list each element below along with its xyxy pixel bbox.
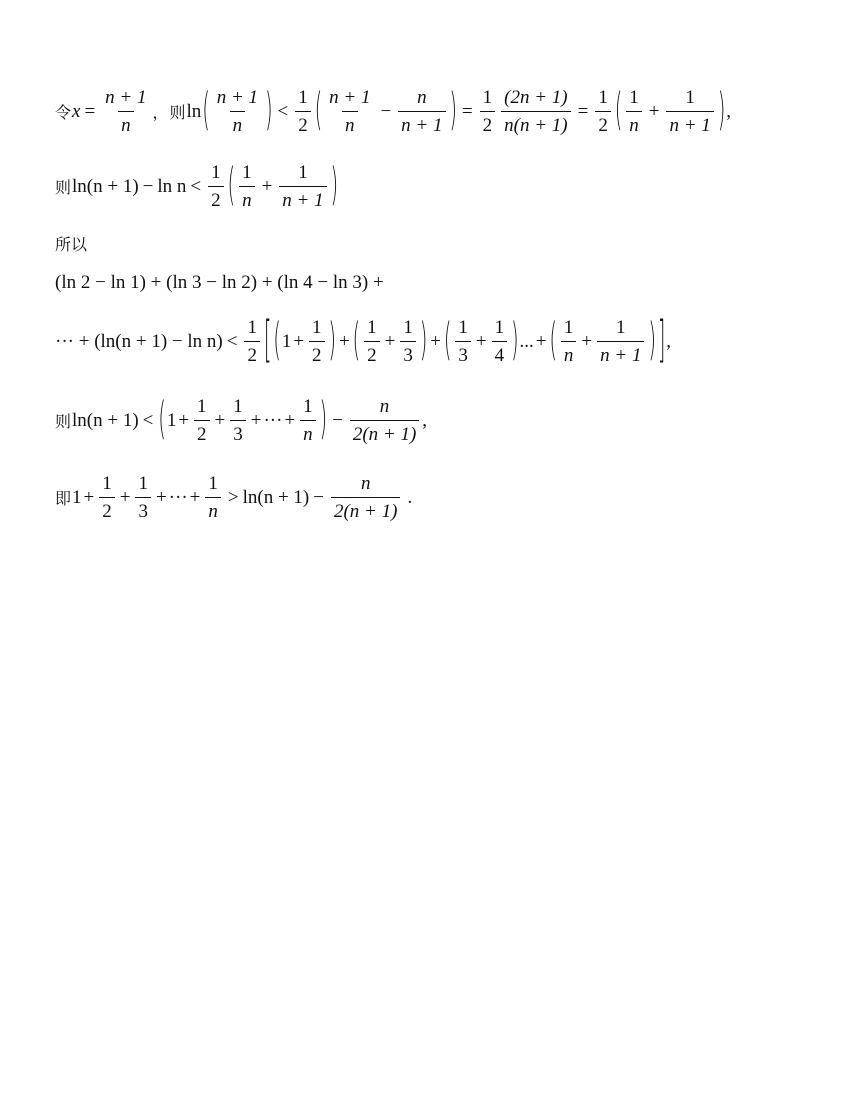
op-lt: < [190, 175, 202, 197]
op-plus: + [83, 486, 95, 508]
paren-right: ) [319, 393, 328, 446]
cdots: ··· [263, 409, 283, 431]
op-plus: + [155, 486, 167, 508]
fraction: $\frac{n + 1}{n}$ [105, 87, 147, 136]
paren-left: ( [273, 314, 281, 367]
fraction: $\frac{1}{n}$ [626, 88, 642, 135]
op-minus: − [313, 486, 324, 508]
equation-line-2 [55, 159, 339, 212]
op-minus: − [380, 100, 392, 122]
fraction: $\frac{1}{n}$ [205, 474, 221, 521]
paren-left: ( [227, 159, 236, 212]
paren-right: ) [265, 84, 273, 137]
fraction: $\frac{1}{3}$ [135, 474, 151, 521]
term-one: 1 [166, 409, 177, 431]
fraction: $\frac{1}{n + 1}$ [279, 163, 326, 210]
equation-line-4 [55, 272, 384, 294]
term-one: 1 [281, 330, 292, 352]
op-eq: = [84, 100, 96, 122]
text-ji: 即 [55, 489, 72, 508]
fraction: $\frac{1}{n}$ [239, 163, 255, 210]
fraction: $\frac{1}{3}$ [230, 397, 246, 444]
op-minus: − [142, 175, 154, 197]
op-plus: + [581, 330, 593, 352]
expr-lead: ··· + (ln(n + 1) − ln n) [55, 330, 223, 352]
op-gt: > [227, 486, 239, 508]
fraction-half: $\frac{1}{2}$ [295, 88, 311, 135]
cdots: ··· [168, 486, 188, 508]
op-plus: + [535, 330, 547, 352]
bracket-left: [ [263, 311, 272, 369]
fraction: $\frac{n}{2(n + 1)}$ [331, 474, 400, 521]
fraction: $\frac{n + 1}{n}$ [329, 87, 371, 136]
fraction: $\frac{n}{2(n + 1)}$ [350, 397, 419, 444]
op-plus: + [284, 409, 296, 431]
fraction: $\frac{1}{2}$ [99, 474, 115, 521]
op-plus: + [430, 330, 441, 352]
ellipsis: ... [519, 330, 534, 352]
op-plus: + [384, 330, 396, 352]
op-plus: + [475, 330, 487, 352]
fn-ln: ln [186, 100, 202, 122]
op-plus: + [189, 486, 201, 508]
expr-ln-n-plus-1: ln(n + 1) [72, 175, 139, 197]
op-lt: < [277, 100, 289, 122]
op-plus: + [293, 330, 305, 352]
equation-line-5 [55, 311, 672, 369]
op-plus: + [338, 330, 350, 352]
expr-ln-n-plus-1: ln(n + 1) [242, 486, 310, 508]
expr-telescoping-sum: (ln 2 − ln 1) + (ln 3 − ln 2) + (ln 4 − ln 3) + [55, 272, 384, 293]
text-ling: 令 [55, 103, 72, 122]
paren-right: ) [330, 159, 339, 212]
op-plus: + [648, 100, 660, 122]
text-ze: 则 [55, 178, 72, 197]
fraction: $\frac{1}{2}$ [309, 318, 325, 365]
paren-right: ) [511, 314, 519, 367]
paren-right: ) [449, 84, 457, 137]
op-lt: < [142, 409, 154, 431]
fraction: $\frac{(2n + 1)}{n(n + 1)}$ [501, 88, 570, 135]
fraction-half: $\frac{1}{2}$ [208, 163, 224, 210]
term-one: 1 [72, 486, 82, 508]
paren-right: ) [648, 314, 656, 367]
paren-left: ( [158, 393, 166, 446]
op-eq: = [461, 100, 473, 122]
text-ze: 则 [55, 412, 72, 431]
paren-left: ( [202, 84, 210, 137]
fraction-half: $\frac{1}{2}$ [595, 88, 611, 135]
expr-ln-n: ln n [157, 175, 187, 197]
punct-period: . [407, 486, 413, 508]
op-plus: + [261, 175, 273, 197]
fraction: $\frac{1}{n + 1}$ [597, 318, 644, 365]
paren-right: ) [419, 314, 428, 367]
fraction: $\frac{1}{n}$ [561, 318, 577, 365]
punct-comma: , [666, 330, 672, 352]
fraction: $\frac{1}{3}$ [400, 318, 416, 365]
text-suoyi: 所以 [55, 235, 88, 254]
paren-left: ( [549, 314, 557, 367]
punct-comma: , [422, 409, 428, 431]
bracket-right: ] [657, 311, 666, 369]
op-plus: + [178, 409, 190, 431]
fraction: $\frac{n + 1}{n}$ [216, 87, 259, 136]
op-eq: = [577, 100, 589, 122]
fraction: $\frac{1}{n + 1}$ [666, 88, 713, 135]
fraction: $\frac{1}{n}$ [300, 397, 316, 444]
fraction: $\frac{1}{2}$ [194, 397, 210, 444]
equation-line-6 [55, 393, 428, 446]
fraction: $\frac{n}{n + 1}$ [398, 88, 445, 135]
paren-left: ( [614, 84, 623, 137]
expr-ln-n-plus-1: ln(n + 1) [72, 409, 139, 431]
paren-right: ) [717, 84, 726, 137]
fraction: $\frac{1}{4}$ [492, 318, 508, 365]
paren-left: ( [352, 314, 361, 367]
op-plus: + [250, 409, 262, 431]
fraction-half: $\frac{1}{2}$ [244, 318, 260, 365]
text-comma: ， [152, 103, 169, 122]
text-ze: 则 [169, 103, 186, 122]
op-minus: − [332, 409, 343, 431]
equation-line-7 [55, 474, 412, 521]
op-plus: + [119, 486, 131, 508]
equation-line-1 [55, 84, 731, 137]
paren-right: ) [328, 314, 336, 367]
paren-left: ( [443, 314, 452, 367]
punct-comma: , [726, 100, 731, 122]
paren-left: ( [314, 84, 323, 137]
fraction: $\frac{1}{3}$ [455, 318, 471, 365]
op-plus: + [214, 409, 226, 431]
op-lt: < [226, 330, 238, 352]
fraction-half: $\frac{1}{2}$ [480, 88, 496, 135]
text-line-3 [55, 232, 88, 255]
var-x: x [72, 100, 81, 122]
fraction: $\frac{1}{2}$ [364, 318, 380, 365]
